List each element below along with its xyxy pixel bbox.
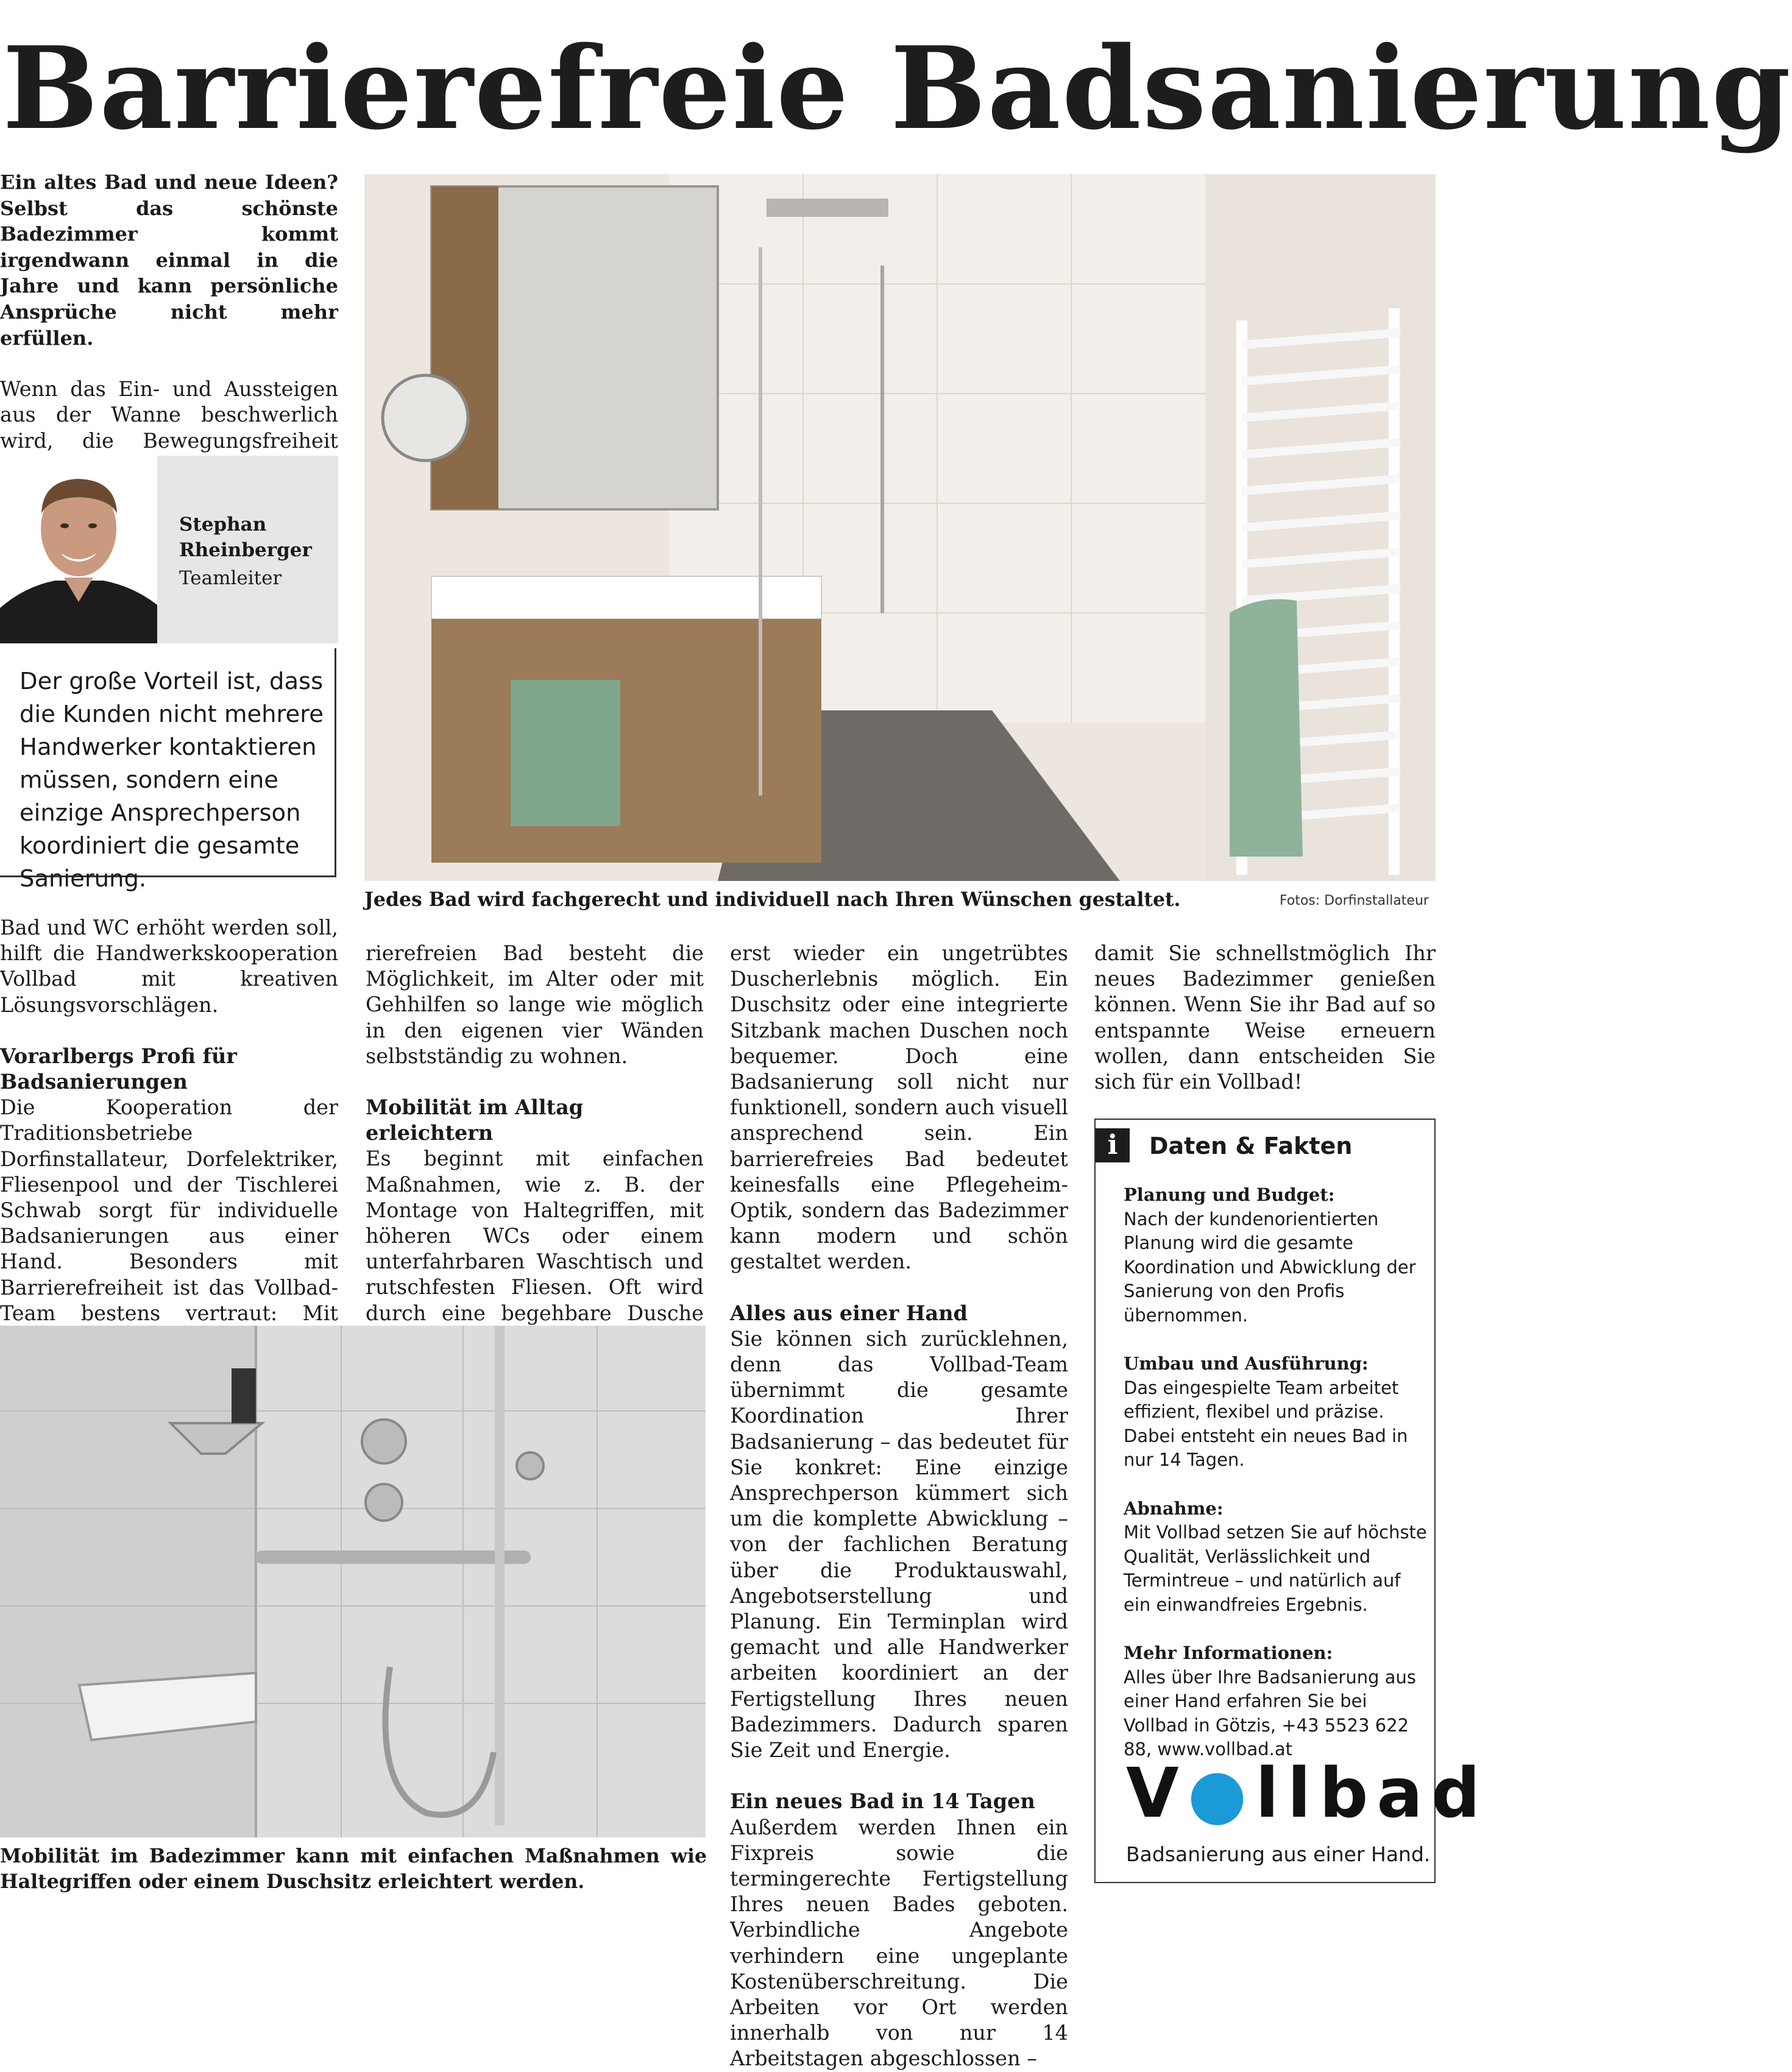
col2-paragraph-1: rierefreien Bad besteht die Möglichkeit, im Alter oder mit Gehhilfen so lange wie möglich in den eigenen vier Wänden selbstständig zu wohnen. [366,941,704,1068]
col3-subheading-1: Alles aus einer Hand [730,1301,968,1325]
shower-photo-caption: Mobilität im Badezimmer kann mit einfachen Maßnahmen wie Haltegriffen oder einem Duschsitz erleichtert werden. [0,1845,707,1893]
intro-paragraph: Wenn das Ein- und Aussteigen aus der Wanne beschwerlich wird, die Bewegungsfreiheit [0,377,338,453]
col2-paragraph-2: Es beginnt mit einfachen Maßnahmen, wie z. B. der Montage von Haltegriffen, mit höheren WCs oder einem unterfahrbaren Waschtisch und rutschfesten Fliesen. Oft wird durch eine begehbare Dusche [366,1147,704,1325]
main-photo-caption: Jedes Bad wird fachgerecht und individuell nach Ihren Wünschen gestaltet. [364,888,1181,911]
facts-box-header [1096,1120,1434,1164]
col1-paragraph-2: Die Kooperation der Traditionsbetriebe Dorfinstallateur, Dorfelektriker, Fliesenpool und der Tischlerei Schwab sorgt für individuelle Badsanierungen aus einer Hand. Besonders mit Barrierefreiheit ist das Vollbad-Team bestens vertraut: Mit [0,1095,338,1325]
article-title: Barrierefreie Badsanierung [2,21,1792,155]
main-bathroom-photo [364,174,1436,881]
facts-text-acceptance: Mit Vollbad setzen Sie auf höchste Qualität, Verlässlichkeit und Termintreue – und natürlich auf ein einwandfreies Ergebnis. [1124,1522,1427,1615]
facts-box-title: Daten & Fakten [1149,1133,1353,1159]
col2-subheading: Mobilität im Alltag erleichtern [366,1095,584,1145]
text-column-2 [366,941,704,1377]
facts-text-planning: Nach der kundenorientierten Planung wird die gesamte Koordination und Abwicklung der Sanierung von den Profis übernommen. [1124,1208,1416,1326]
facts-text-more-info: Alles über Ihre Badsanierung aus einer Hand erfahren Sie bei Vollbad in Götzis, +43 5523 622 88, www.vollbad.at [1124,1666,1416,1759]
facts-box [1094,1119,1489,1883]
col3-paragraph-2: Sie können sich zurücklehnen, denn das Vollbad-Team übernimmt die gesamte Koordination Ihrer Badsanierung – das bedeutet für Sie konkret: Eine einzige Ansprechperson kümmert sich um die komplette Abwicklung – von der fachlichen Beratung über die Produktauswahl, Angebotserstellung und Planung. Ein Terminplan wird gemacht und alle Handwerker arbeiten koordiniert an der Fertigstellung Ihres neuen Badezimmers. Dadurch sparen Sie Zeit und Energie. [730,1326,1068,1763]
facts-heading-construction: Umbau und Ausführung: [1124,1353,1369,1374]
facts-text-construction: Das eingespielte Team arbeitet effizient, flexibel und präzise. Dabei entsteht ein neues Bad in nur 14 Tagen. [1124,1377,1408,1470]
col3-paragraph-3: Außerdem werden Ihnen ein Fixpreis sowie die termingerechte Fertigstellung Ihres neuen Bades geboten. Verbindliche Angebote verhindern eine ungeplante Kostenüberschreitung. Die Arbeiten vor Ort werden innerhalb von nur 14 Arbeitstagen abgeschlossen – [730,1815,1068,2071]
author-portrait [0,456,157,643]
vollbad-logo [1126,1754,1489,1833]
logo-text-start: V [1126,1754,1188,1833]
intro-column [0,169,338,505]
author-box [0,456,338,643]
facts-box-body [1124,1183,1428,1762]
text-column-1 [0,915,338,1352]
author-role: Teamleiter [179,567,282,589]
col3-paragraph-1: erst wieder ein ungetrübtes Duscherlebnis möglich. Ein Duschsitz oder eine integrierte Sitzbank machen Duschen noch bequemer. Doch eine Badsanierung soll nicht nur funktionell, sondern auch visuell ansprechend sein. Ein barrierefreies Bad bedeutet keinesfalls eine Pflegeheim-Optik, sondern das Badezimmer kann modern und schön gestaltet werden. [730,941,1068,1274]
author-info [157,456,338,643]
col1-paragraph-1: Bad und WC erhöht werden soll, hilft die Handwerkskooperation Vollbad mit kreativen Lösungsvorschlägen. [0,916,338,1017]
shower-photo [0,1326,706,1837]
col1-subheading: Vorarlbergs Profi für Badsanierungen [0,1044,237,1094]
text-column-3 [730,941,1068,2072]
col4-paragraph-1: damit Sie schnellstmöglich Ihr neues Badezimmer genießen können. Wenn Sie ihr Bad auf so entspannte Weise erneuern wollen, dann entscheiden Sie sich für ein Vollbad! [1094,941,1436,1094]
lead-paragraph: Ein altes Bad und neue Ideen? Selbst das schönste Badezimmer kommt irgendwann einmal in die Jahre und kann persönliche Ansprüche nicht mehr erfüllen. [0,171,338,350]
logo-text-end: llbad [1255,1754,1489,1833]
col3-subheading-2: Ein neues Bad in 14 Tagen [730,1789,1035,1814]
facts-heading-acceptance: Abnahme: [1124,1497,1224,1519]
facts-heading-planning: Planung und Budget: [1124,1184,1335,1205]
author-name: Stephan Rheinberger [179,514,312,561]
text-column-4 [1094,941,1436,1095]
photo-credit: Fotos: Dorfinstallateur [1280,893,1429,908]
logo-slogan: Badsanierung aus einer Hand. [1126,1842,1431,1866]
facts-heading-more-info: Mehr Informationen: [1124,1642,1333,1663]
pull-quote: Der große Vorteil ist, dass die Kunden nicht mehrere Handwerker kontaktieren müssen, sondern eine einzige Ansprechperson koordiniert die gesamte Sanierung. [0,648,336,877]
info-icon: i [1096,1128,1130,1162]
logo-dot: ● [1187,1754,1256,1833]
